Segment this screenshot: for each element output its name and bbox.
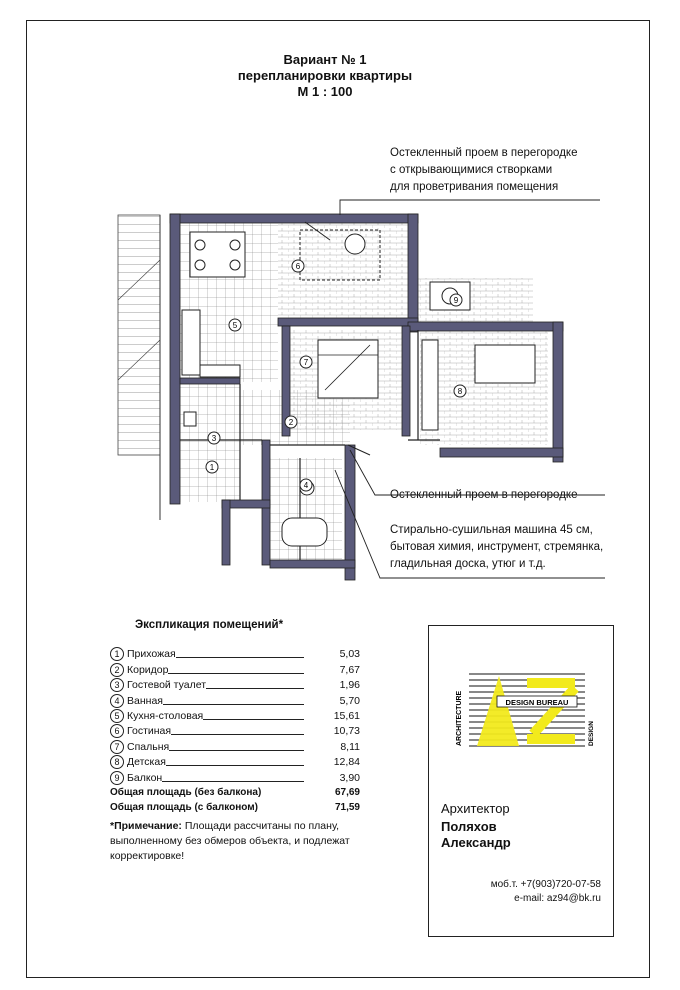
title-line-1: Вариант № 1 (283, 52, 367, 67)
explication-row (110, 677, 360, 692)
room-label-7 (300, 356, 312, 368)
room-number: 7 (303, 358, 309, 367)
room-name: Балкон (127, 771, 163, 784)
note-text: Площади рассчитаны по плану, выполненному без обмеров объекта, и подлежат корректировке! (110, 820, 350, 863)
room-name: Кухня-столовая (127, 709, 204, 722)
explication-row (110, 723, 360, 738)
note-line: для проветривания помещения (390, 181, 559, 193)
explication-total-row (110, 785, 360, 800)
room-label-5 (229, 319, 241, 331)
room-number-badge: 9 (110, 771, 124, 785)
room-area: 7,67 (339, 663, 360, 676)
room-area: 12,84 (333, 756, 360, 769)
room-number: 2 (288, 418, 294, 427)
room-area: 8,11 (340, 740, 360, 753)
leader-underline (163, 704, 304, 705)
leader-underline (176, 657, 304, 658)
az-logo (447, 656, 597, 756)
room-label-8 (454, 385, 466, 397)
room-name: Коридор (127, 663, 169, 676)
room-number-badge: 3 (110, 678, 124, 692)
leader-underline (169, 750, 304, 751)
explication-row (110, 692, 360, 707)
note-line: Остекленный проем в перегородке (390, 147, 578, 159)
room-name: Детская (127, 756, 166, 769)
explication-row (110, 708, 360, 723)
company-stamp (428, 625, 614, 937)
room-number: 1 (209, 463, 215, 472)
explication-row (110, 661, 360, 676)
phone: моб.т. +7(903)720-07-58 (490, 879, 601, 890)
staircase (118, 215, 160, 520)
title-line-3: М 1 : 100 (297, 84, 353, 99)
room-number: 4 (303, 481, 309, 490)
explication-note (110, 819, 360, 864)
architect-label: Архитектор (441, 801, 510, 816)
room-number-badge: 2 (110, 663, 124, 677)
explication-row (110, 754, 360, 769)
explication-total-row (110, 800, 360, 815)
room-area: 15,61 (333, 709, 360, 722)
leader-underline (171, 734, 304, 735)
room-number-badge: 7 (110, 740, 124, 754)
room-number: 6 (295, 262, 301, 271)
total-area: 71,59 (334, 802, 360, 814)
room-label-4 (300, 479, 312, 491)
architect-name (441, 819, 511, 851)
room-area: 1,96 (339, 679, 360, 692)
leader-underline (203, 719, 304, 720)
room-name: Гостиная (127, 725, 172, 738)
room-number: 5 (232, 321, 238, 330)
spacer (258, 811, 304, 812)
room-number: 3 (211, 434, 217, 443)
note-line: гладильная доска, утюг и т.д. (390, 558, 546, 570)
room-label-2 (285, 416, 297, 428)
room-number-badge: 4 (110, 694, 124, 708)
room-label-9 (450, 294, 462, 306)
total-name: Общая площадь (без балкона) (110, 786, 262, 798)
room-name: Спальня (127, 740, 170, 753)
room-name: Ванная (127, 694, 163, 707)
explication-row (110, 738, 360, 753)
room-label-1 (206, 461, 218, 473)
contact-info (491, 878, 601, 906)
leader-underline (206, 688, 304, 689)
room-number-badge: 6 (110, 724, 124, 738)
explication-row (110, 646, 360, 661)
room-name: Гостевой туалет (127, 679, 207, 692)
room-number: 8 (457, 387, 463, 396)
logo-text-right: DESIGN (588, 721, 595, 746)
note-label: *Примечание: (110, 820, 182, 833)
room-area: 10,73 (333, 725, 360, 738)
total-area: 67,69 (334, 786, 360, 798)
leader-underline (166, 765, 304, 766)
room-area: 5,70 (339, 694, 360, 707)
note-line: Остекленный проем в перегородке (390, 489, 578, 501)
leader-underline (168, 673, 304, 674)
room-number: 9 (453, 296, 459, 305)
explication-rows (110, 646, 360, 815)
room-explication (110, 618, 360, 864)
architect-surname: Поляхов (441, 819, 497, 834)
explication-row (110, 769, 360, 784)
room-number-badge: 1 (110, 647, 124, 661)
room-name: Прихожая (127, 648, 176, 661)
room-number-badge: 8 (110, 755, 124, 769)
logo-text-middle: DESIGN BUREAU (505, 698, 569, 707)
room-label-6 (292, 260, 304, 272)
room-area: 3,90 (339, 771, 360, 784)
note-line: Стирально-сушильная машина 45 см, (390, 524, 593, 536)
logo-text-left: ARCHITECTURE (456, 690, 463, 746)
note-line: бытовая химия, инструмент, стремянка, (390, 541, 604, 553)
spacer (261, 796, 304, 797)
room-label-3 (208, 432, 220, 444)
architect-first-name: Александр (441, 835, 511, 850)
room-area: 5,03 (339, 648, 360, 661)
total-name: Общая площадь (с балконом) (110, 802, 258, 814)
email[interactable]: e-mail: az94@bk.ru (514, 893, 601, 904)
room-number-badge: 5 (110, 709, 124, 723)
leader-underline (162, 781, 304, 782)
note-line: с открывающимися створками (390, 164, 553, 176)
title-line-2: перепланировки квартиры (237, 68, 413, 83)
explication-title: Экспликация помещений* (135, 619, 284, 631)
